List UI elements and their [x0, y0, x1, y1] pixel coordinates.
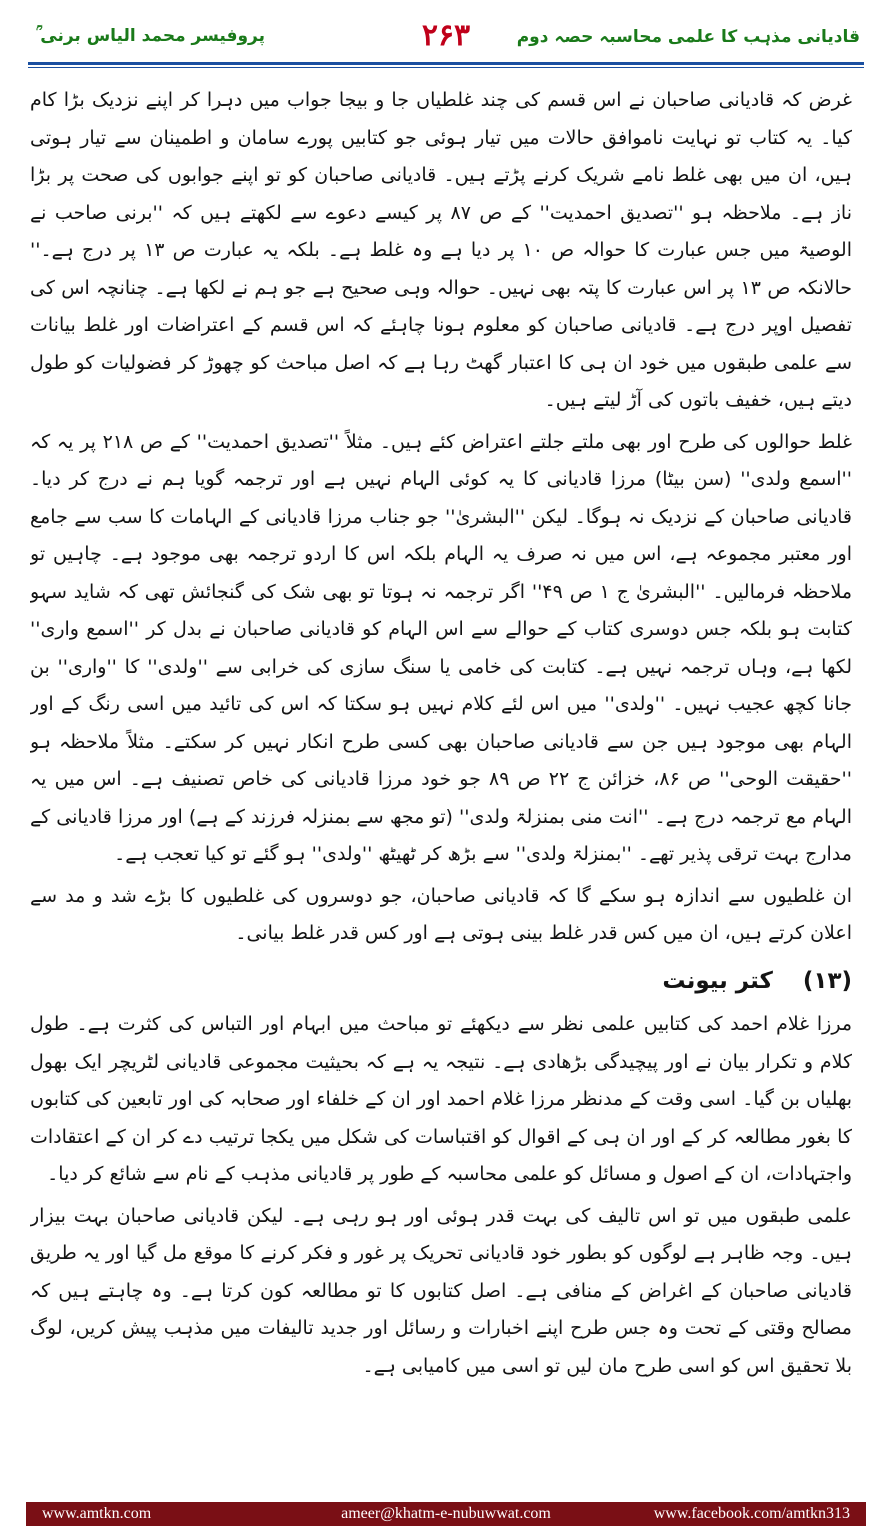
section-title: کتر بیونت — [662, 967, 773, 994]
facebook-link[interactable]: www.facebook.com/amtkn313 — [653, 1505, 850, 1522]
section-number: (۱۳) — [802, 967, 852, 994]
book-title: قادیانی مذہب کا علمی محاسبہ حصہ دوم — [516, 27, 860, 47]
page-number: ۲۶۳ — [421, 18, 471, 53]
email-link[interactable]: ameer@khatm-e-nubuwwat.com — [341, 1505, 551, 1522]
header-divider-thin — [28, 67, 864, 68]
section-heading — [30, 963, 852, 1001]
page-footer — [26, 1502, 866, 1526]
website-link[interactable]: www.amtkn.com — [42, 1505, 152, 1522]
page-header — [28, 14, 864, 64]
paragraph: غرض کہ قادیانی صاحبان نے اس قسم کی چند غلطیاں جا و بیجا جواب میں دہرا کر اپنے نزدیک بڑا کام کیا۔ یہ کتاب تو نہایت ناموافق حالات میں تیار ہوئی جو کتابیں پورے سامان و اطمینان سے تیار ہوتی ہیں، ان میں بھی غلط نامے شریک کرنے پڑتے ہیں۔ قادیانی صاحبان کو تو اپنے جوابوں کی صحت پر بڑا ناز ہے۔ ملاحظہ ہو ''تصدیق احمدیت'' کے ص ۸۷ پر کیسے دعوے سے لکھتے ہیں کہ ''برنی صاحب نے الوصیۃ میں جس عبارت کا حوالہ ص ۱۰ پر دیا ہے وہ غلط ہے۔ بلکہ یہ عبارت ص ۱۳ پر درج ہے۔'' حالانکہ ص ۱۳ پر اس عبارت کا پتہ بھی نہیں۔ حوالہ وہی صحیح ہے جو ہم نے لکھا ہے۔ چنانچہ اس کی تفصیل اوپر درج ہے۔ قادیانی صاحبان کو معلوم ہونا چاہئے کہ اس قسم کے اعتراضات اور غلط بیانات سے علمی طبقوں میں خود ان ہی کا اعتبار گھٹ رہا ہے کہ اصل مباحث کو چھوڑ کر فضولیات کو طول دیتے ہیں، خفیف باتوں کی آڑ لیتے ہیں۔ — [30, 89, 852, 411]
page-body — [30, 82, 852, 1462]
paragraph: ان غلطیوں سے اندازہ ہو سکے گا کہ قادیانی صاحبان، جو دوسروں کی غلطیوں کا بڑے شد و مد سے اعلان کرتے ہیں، ان میں کس قدر غلط بینی ہوتی ہے اور کس قدر غلط بیانی۔ — [30, 884, 852, 944]
header-divider — [28, 62, 864, 65]
paragraph: علمی طبقوں میں تو اس تالیف کی بہت قدر ہوئی اور ہو رہی ہے۔ لیکن قادیانی صاحبان بہت بیزار ہیں۔ وجہ ظاہر ہے لوگوں کو بطور خود قادیانی تحریک پر غور و فکر کرنے کا موقع مل گیا اور یہ طریق قادیانی صاحبان کے اغراض کے منافی ہے۔ اصل کتابوں کا تو مطالعہ کون کرتا ہے۔ وہ چاہتے ہیں کہ مصالح وقتی کے تحت وہ جس طرح اپنے اخبارات و رسائل اور جدید تالیفات میں مذہب پیش کریں، لوگ بلا تحقیق اس کو اسی طرح مان لیں تو اسی میں کامیابی ہے۔ — [30, 1204, 852, 1377]
paragraph: غلط حوالوں کی طرح اور بھی ملتے جلتے اعتراض کئے ہیں۔ مثلاً ''تصدیق احمدیت'' کے ص ۲۱۸ پر یہ کہ ''اسمع ولدی'' (سن بیٹا) مرزا قادیانی کا یہ کوئی الہام نہیں ہے اور ترجمہ گویا ہم نے درج کر دیا۔ قادیانی صاحبان کے نزدیک نہ ہوگا۔ لیکن ''البشریٰ'' جو جناب مرزا قادیانی کے الہامات کا سب سے جامع اور معتبر مجموعہ ہے، اس میں نہ صرف یہ الہام بلکہ اس کا اردو ترجمہ بھی موجود ہے۔ چاہیں تو ملاحظہ فرمالیں۔ ''البشریٰ ج ۱ ص ۴۹'' اگر ترجمہ نہ ہوتا تو بھی شک کی گنجائش تھی کہ شاید سہو کتابت ہو بلکہ جس دوسری کتاب کے حوالے سے اس الہام کو قادیانی صاحبان نے بدل کر ''اسمع واری'' لکھا ہے، وہاں ترجمہ نہیں ہے۔ کتابت کی خامی یا سنگ سازی کی خرابی سے ''ولدی'' کا ''واری'' بن جانا کچھ عجیب نہیں۔ ''ولدی'' میں اس لئے کلام نہیں ہو سکتا کہ اس کی تائید میں اسی رنگ کے اور الہام بھی موجود ہیں جن سے قادیانی صاحبان بھی کسی طرح انکار نہیں کر سکتے۔ مثلاً ملاحظہ ہو ''حقیقت الوحی'' ص ۸۶، خزائن ج ۲۲ ص ۸۹ جو خود مرزا قادیانی کی خاص تصنیف ہے۔ اس میں یہ الہام مع ترجمہ درج ہے۔ ''انت منی بمنزلۃ ولدی'' (تو مجھ سے بمنزلہ فرزند کے ہے) اور مرزا قادیانی کے مدارج بہت ترقی پذیر تھے۔ ''بمنزلۃ ولدی'' سے بڑھ کر ٹھیٹھ ''ولدی'' ہو گئے تو کیا تعجب ہے۔ — [30, 430, 852, 865]
author-name: پروفیسر محمد الیاس برنی ؒ — [36, 26, 266, 46]
paragraph: مرزا غلام احمد کی کتابیں علمی نظر سے دیکھئے تو مباحث میں ابہام اور التباس کی کثرت ہے۔ طول کلام و تکرار بیان نے اور پیچیدگی بڑھادی ہے۔ نتیجہ یہ ہے کہ بحیثیت مجموعی قادیانی لٹریچر ایک بھول بھلیاں بن گیا۔ اسی وقت کے مدنظر مرزا غلام احمد اور ان کے خلفاء اور صحابہ کی اور تابعین کی کتابوں کا بغور مطالعہ کر کے اور ان ہی کے اقوال کو اقتباسات کی شکل میں یکجا ترتیب دے کر ان کے اعتقادات واجتہادات، ان کے اصول و مسائل کو علمی محاسبہ کے طور پر قادیانی مذہب کے نام سے شائع کر دیا۔ — [30, 1013, 852, 1185]
